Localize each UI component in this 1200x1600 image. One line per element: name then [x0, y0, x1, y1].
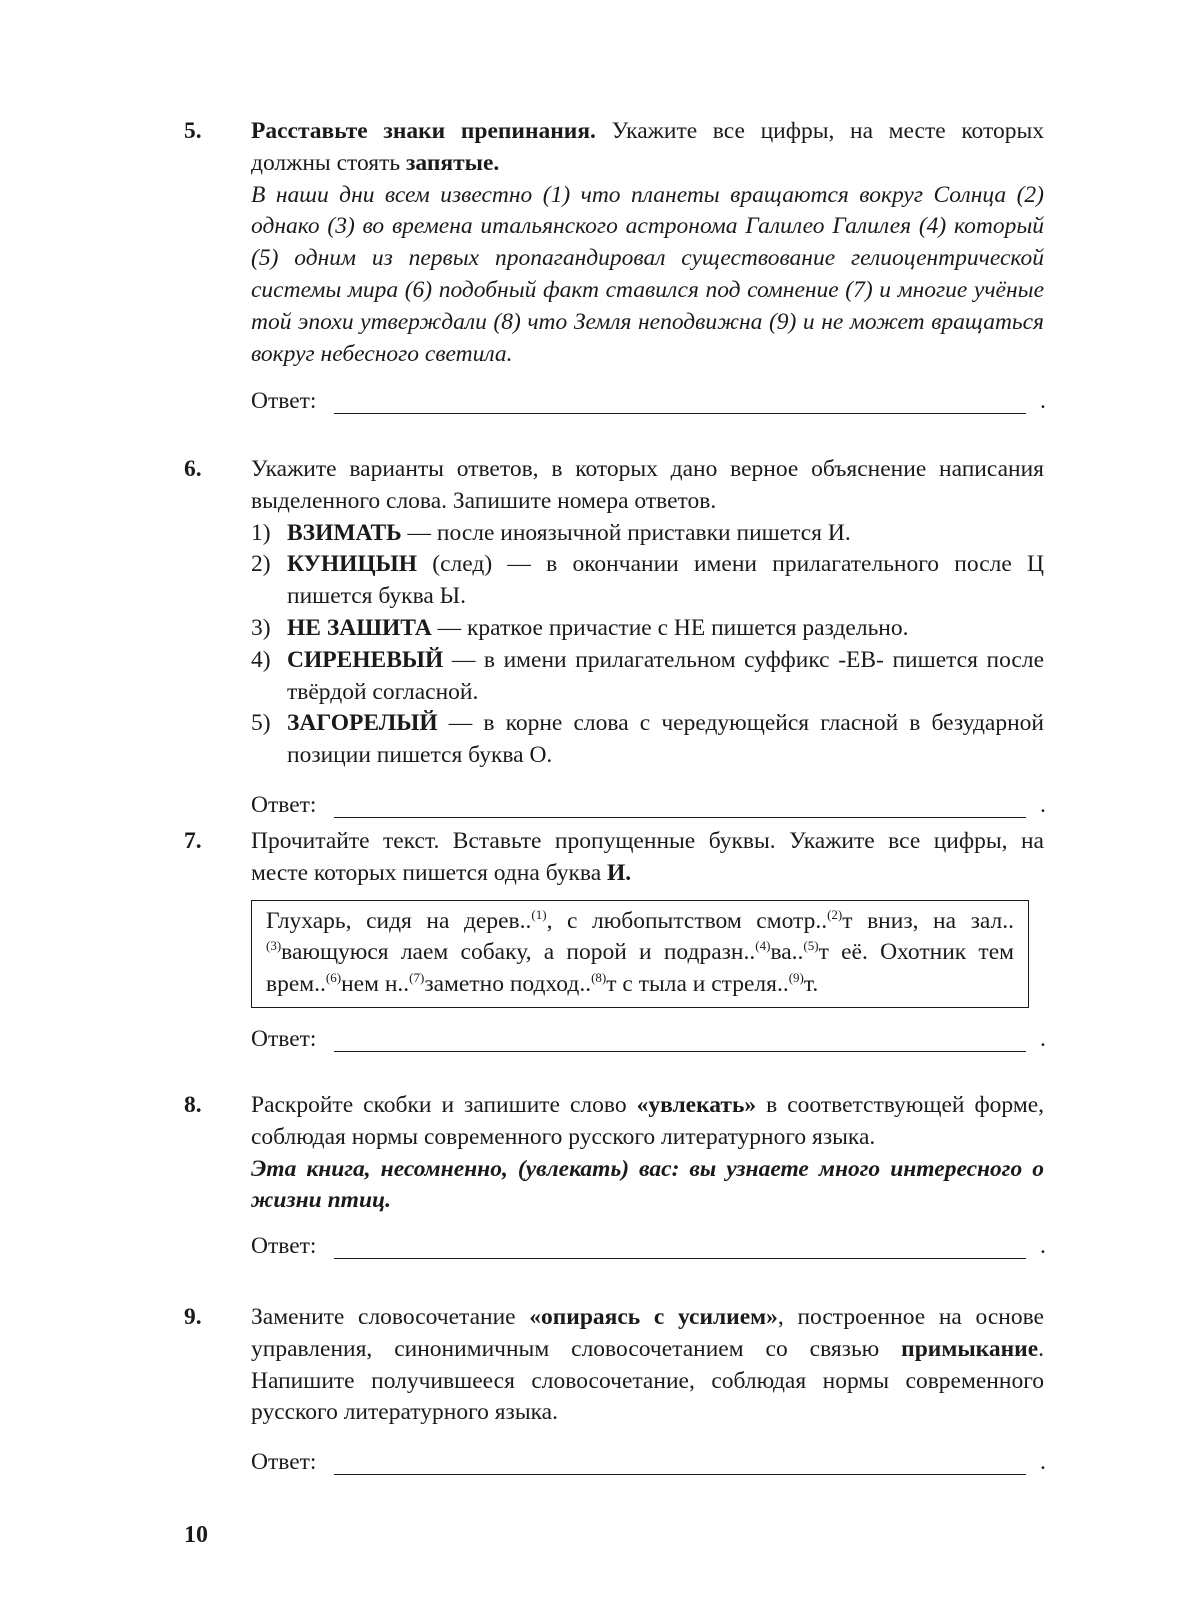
task-instruction: Расставьте знаки препинания. Укажите все цифры, на месте которых должны стоять запятые. [251, 118, 1044, 176]
task-6 [184, 454, 1044, 824]
answer-input-line[interactable] [334, 1258, 1026, 1259]
task-sentence: Эта книга, несомненно, (увлекать) вас: вы узнаете много интересного о жизни птиц. [251, 1155, 1044, 1214]
task-number: 8. [184, 1092, 202, 1118]
answer-line[interactable]: Ответ: . [251, 1449, 1046, 1476]
task-9 [184, 1302, 1044, 1481]
text-box: Глухарь, сидя на дерев..$^{(1)}$, с любопытством смотр..$^{(2)}$т вниз, на зал..$^{(3)}$вающуюся лаем собаку, а порой и подразн..$^{(4)}$ва..$^{(5)}$т её. Охотник тем врем..$^{(6)}$нем н..$^{(7)}$заметно подход..$^{(8)}$т с тыла и стреля..$^{(9)}$т. [251, 900, 1029, 1008]
answer-input-line[interactable] [334, 1051, 1026, 1052]
option-item: 5) ЗАГОРЕЛЫЙ — в корне слова с чередующейся гласной в безударной позиции пишется буква О. [251, 710, 1044, 769]
answer-line[interactable]: Ответ: . [251, 1233, 1046, 1260]
answer-line[interactable]: Ответ: . [251, 388, 1046, 415]
option-item: 2) КУНИЦЫН (след) — в окончании имени прилагательного после Ц пишется буква Ы. [251, 551, 1044, 610]
task-7 [184, 826, 1044, 1058]
option-item: 4) СИРЕНЕВЫЙ — в имени прилагательном суффикс -ЕВ- пишется после твёрдой согласной. [251, 646, 1044, 705]
task-number: 7. [184, 828, 202, 854]
answer-input-line[interactable] [334, 1474, 1026, 1475]
task-text: В наши дни всем известно (1) что планеты вращаются вокруг Солнца (2) однако (3) во времена итальянского астронома Галилео Галилея (4) который (5) одним из первых пропагандировал существование гелиоцентрической системы мира (6) подобный факт ставился под сомнение (7) и многие учёные той эпохи утверждали (8) что Земля неподвижна (9) и не может вращаться вокруг небесного светила. [251, 181, 1044, 367]
answer-input-line[interactable] [334, 817, 1026, 818]
task-instruction: Укажите варианты ответов, в которых дано верное объяснение написания выделенного слова. Запишите номера ответов. [251, 456, 1044, 514]
task-number: 5. [184, 118, 202, 144]
task-8 [184, 1090, 1044, 1265]
answer-line[interactable]: Ответ: . [251, 1025, 1046, 1052]
option-item: 3) НЕ ЗАШИТА — краткое причастие с НЕ пишется раздельно. [251, 614, 909, 641]
task-number: 6. [184, 456, 202, 482]
options-list [251, 518, 1044, 772]
task-number: 9. [184, 1304, 202, 1330]
answer-input-line[interactable] [334, 413, 1026, 414]
option-item: 1) ВЗИМАТЬ — после иноязычной приставки пишется И. [251, 519, 851, 546]
task-instruction: Замените словосочетание «опираясь с усилием», построенное на основе управления, синонимичным словосочетанием со связью примыкание. Напишите получившееся словосочетание, соблюдая нормы современного русского литературного языка. [251, 1304, 1044, 1426]
task-instruction: Раскройте скобки и запишите слово «увлекать» в соответствующей форме, соблюдая нормы современного русского литературного языка. [251, 1092, 1044, 1150]
page-number: 10 [184, 1522, 208, 1548]
task-instruction: Прочитайте текст. Вставьте пропущенные буквы. Укажите все цифры, на месте которых пишется одна буква И. [251, 828, 1044, 886]
task-5 [184, 116, 1044, 420]
answer-line[interactable]: Ответ: . [251, 791, 1046, 818]
